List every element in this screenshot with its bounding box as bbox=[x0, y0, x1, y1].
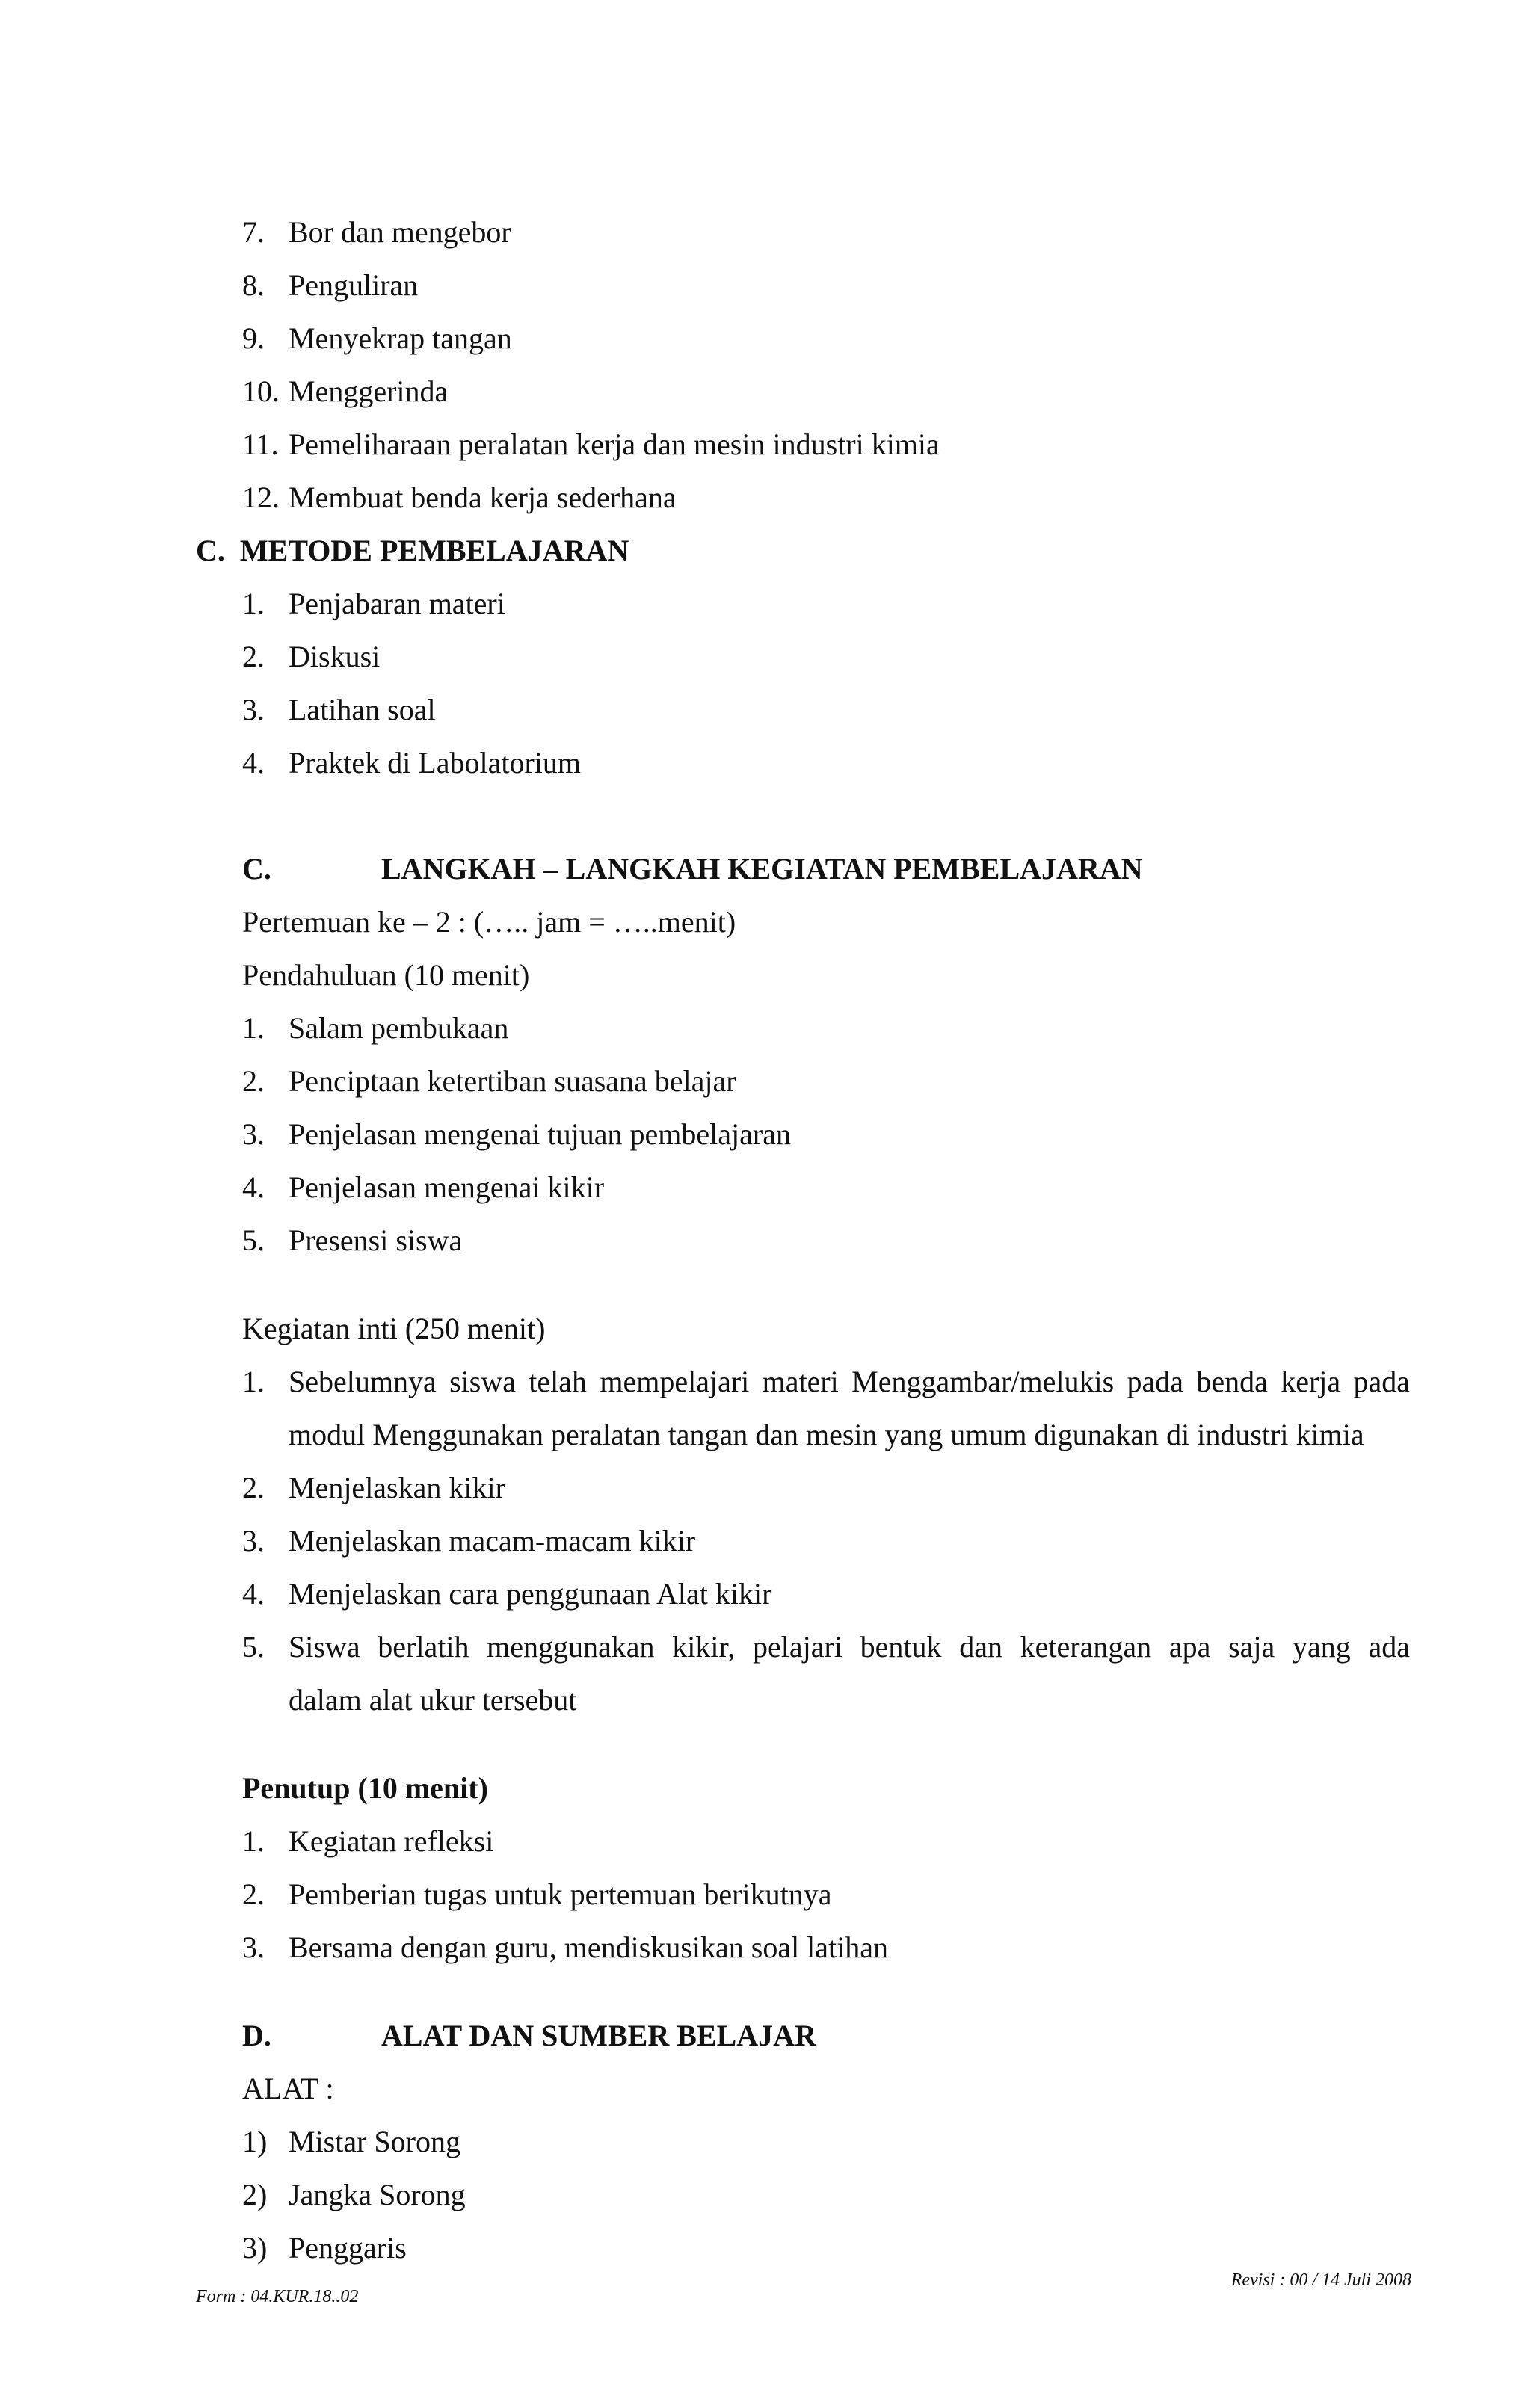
list-number: 3) bbox=[242, 2231, 268, 2265]
section-title: ALAT DAN SUMBER BELAJAR bbox=[381, 2019, 816, 2052]
list-number: 2. bbox=[242, 1064, 265, 1098]
list-text: Latihan soal bbox=[289, 693, 436, 726]
list-text: Menyekrap tangan bbox=[289, 321, 512, 355]
list-number: 2. bbox=[242, 640, 265, 673]
list-text: Praktek di Labolatorium bbox=[289, 746, 582, 779]
list-text: Membuat benda kerja sederhana bbox=[289, 481, 677, 514]
list-text: Pemberian tugas untuk pertemuan berikutnya bbox=[289, 1877, 832, 1911]
pendahuluan-title: Pendahuluan (10 menit) bbox=[242, 958, 530, 992]
section-title: LANGKAH – LANGKAH KEGIATAN PEMBELAJARAN bbox=[381, 852, 1143, 886]
list-number: 3. bbox=[242, 1930, 265, 1964]
list-text-continued: modul Menggunakan peralatan tangan dan mesin yang umum digunakan di industri kimia bbox=[289, 1418, 1364, 1451]
list-text: Mistar Sorong bbox=[289, 2125, 460, 2158]
list-text: Diskusi bbox=[289, 640, 381, 673]
list-number: 4. bbox=[242, 746, 265, 779]
list-text: Penguliran bbox=[289, 268, 419, 302]
list-text: Presensi siswa bbox=[289, 1223, 463, 1257]
list-number: 1) bbox=[242, 2125, 268, 2158]
list-text: Bor dan mengebor bbox=[289, 215, 511, 249]
list-number: 11. bbox=[242, 427, 279, 461]
list-number: 3. bbox=[242, 1117, 265, 1151]
list-number: 4. bbox=[242, 1577, 265, 1611]
list-number: 1. bbox=[242, 1365, 265, 1398]
list-number: 4. bbox=[242, 1170, 265, 1204]
list-number: 8. bbox=[242, 268, 265, 302]
list-number: 2. bbox=[242, 1877, 265, 1911]
list-text: Siswa berlatih menggunakan kikir, pelajari bentuk dan keterangan apa saja yang ada bbox=[289, 1630, 1410, 1664]
list-number: 10. bbox=[242, 374, 280, 408]
list-number: 2) bbox=[242, 2178, 268, 2211]
list-text: Menjelaskan macam-macam kikir bbox=[289, 1524, 696, 1558]
list-text: Menjelaskan cara penggunaan Alat kikir bbox=[289, 1577, 772, 1611]
list-text: Penjelasan mengenai tujuan pembelajaran bbox=[289, 1117, 791, 1151]
list-text: Penjabaran materi bbox=[289, 587, 505, 620]
list-number: 7. bbox=[242, 215, 265, 249]
list-text: Bersama dengan guru, mendiskusikan soal latihan bbox=[289, 1930, 889, 1964]
list-number: 5. bbox=[242, 1223, 265, 1257]
list-number: 5. bbox=[242, 1630, 265, 1664]
kegiatan-inti-title: Kegiatan inti (250 menit) bbox=[242, 1312, 546, 1345]
list-number: 3. bbox=[242, 1524, 265, 1558]
list-number: 9. bbox=[242, 321, 265, 355]
section-letter: C. bbox=[242, 852, 271, 886]
list-text: Menggerinda bbox=[289, 374, 449, 408]
pertemuan-line: Pertemuan ke – 2 : (….. jam = …..menit) bbox=[242, 905, 736, 939]
penutup-title: Penutup (10 menit) bbox=[242, 1771, 488, 1805]
list-text: Salam pembukaan bbox=[289, 1011, 509, 1045]
list-text: Penjelasan mengenai kikir bbox=[289, 1170, 605, 1204]
list-number: 1. bbox=[242, 587, 265, 620]
list-number: 1. bbox=[242, 1824, 265, 1858]
list-text: Sebelumnya siswa telah mempelajari materi Menggambar/melukis pada benda kerja pada bbox=[289, 1365, 1410, 1398]
footer-revisi: Revisi : 00 / 14 Juli 2008 bbox=[1230, 2270, 1411, 2290]
list-text-continued: dalam alat ukur tersebut bbox=[289, 1683, 577, 1717]
list-number: 1. bbox=[242, 1011, 265, 1045]
list-text: Kegiatan refleksi bbox=[289, 1824, 494, 1858]
list-text: Menjelaskan kikir bbox=[289, 1471, 505, 1504]
list-text: Penggaris bbox=[289, 2231, 407, 2265]
section-letter: D. bbox=[242, 2019, 271, 2052]
list-number: 12. bbox=[242, 481, 280, 514]
list-text: Penciptaan ketertiban suasana belajar bbox=[289, 1064, 736, 1098]
list-text: Pemeliharaan peralatan kerja dan mesin industri kimia bbox=[289, 427, 940, 461]
list-number: 3. bbox=[242, 693, 265, 726]
footer-form: Form : 04.KUR.18..02 bbox=[196, 2287, 359, 2306]
list-text: Jangka Sorong bbox=[289, 2178, 466, 2211]
list-number: 2. bbox=[242, 1471, 265, 1504]
section-heading-metode: C. METODE PEMBELAJARAN bbox=[196, 534, 629, 567]
alat-label: ALAT : bbox=[242, 2072, 334, 2105]
